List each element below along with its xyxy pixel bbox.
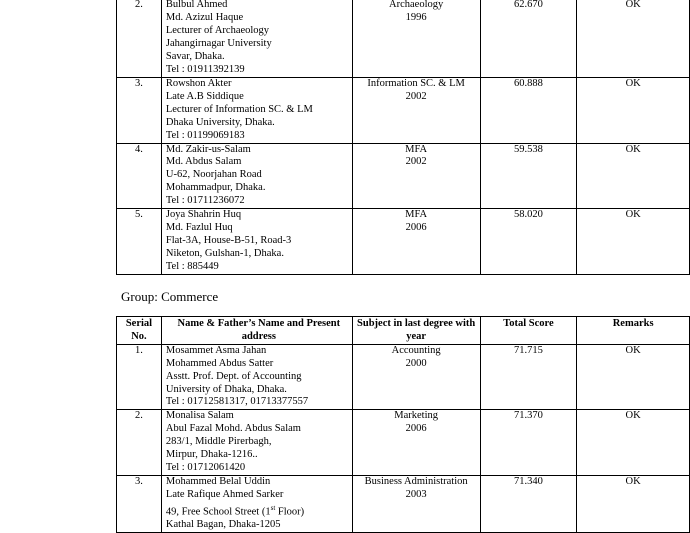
subject-cell: [352, 410, 480, 476]
score-cell: 59.538: [480, 143, 577, 209]
table-row: [117, 209, 690, 275]
name-address-cell: [161, 344, 352, 410]
name-address-line: Md. Abdus Salam: [165, 156, 242, 168]
name-address-line: University of Dhaka, Dhaka.: [165, 383, 287, 395]
serial-cell: [117, 0, 162, 78]
subject-name: Business Administration: [364, 475, 468, 487]
score-cell: 60.888: [480, 78, 577, 144]
header-name: Name & Father’s Name and Present address: [161, 317, 352, 345]
subject-cell: [352, 475, 480, 532]
name-address-cell: [161, 475, 352, 532]
score-cell: 62.670: [480, 0, 577, 78]
name-address-line: Monalisa Salam: [165, 410, 234, 422]
header-score: Total Score: [480, 317, 577, 345]
commerce-table-body: [117, 344, 690, 532]
name-address-cell: [161, 209, 352, 275]
name-address-line: Tel : 01712581317, 01713377557: [165, 396, 309, 408]
serial-number: 3.: [134, 78, 143, 89]
name-address-line: Mirpur, Dhaka-1216..: [165, 449, 258, 461]
name-address-line: Flat-3A, House-B-51, Road-3: [165, 234, 292, 246]
name-address-line: Lecturer of Information SC. & LM: [165, 103, 313, 115]
name-address-line: Late A.B Siddique: [165, 90, 244, 102]
top-table-body: [117, 0, 690, 274]
table-row: [117, 475, 690, 532]
name-address-line: Md. Azizul Haque: [165, 11, 244, 23]
name-address-line: Tel : 01711236072: [165, 195, 245, 207]
name-address-line: Md. Zakir-us-Salam: [165, 143, 251, 155]
remarks-cell: OK: [577, 344, 690, 410]
subject-cell: [352, 209, 480, 275]
subject-cell: [352, 344, 480, 410]
subject-name: Archaeology: [389, 0, 444, 10]
name-address-line: Rowshon Akter: [165, 78, 232, 89]
header-subject: Subject in last degree with year: [352, 317, 480, 345]
serial-cell: [117, 410, 162, 476]
name-address-line: Joya Shahrin Huq: [165, 209, 242, 221]
serial-cell: [117, 209, 162, 275]
serial-number: 5.: [134, 209, 143, 221]
subject-cell: [352, 143, 480, 209]
name-address-line: Niketon, Gulshan-1, Dhaka.: [165, 247, 284, 259]
subject-name: Information SC. & LM: [367, 78, 465, 89]
name-address-line: 283/1, Middle Pirerbagh,: [165, 436, 272, 448]
score-cell: 71.340: [480, 475, 577, 532]
name-address-line: Dhaka University, Dhaka.: [165, 116, 275, 128]
remarks-cell: OK: [577, 475, 690, 532]
name-address-line: Mohammadpur, Dhaka.: [165, 182, 266, 194]
name-address-line: Md. Fazlul Huq: [165, 221, 233, 233]
subject-name: MFA: [405, 209, 428, 221]
name-address-line: Tel : 01911392139: [165, 63, 245, 75]
name-address-line: Mohammed Belal Uddin: [165, 475, 271, 487]
name-address-line: Savar, Dhaka.: [165, 50, 225, 62]
serial-cell: [117, 344, 162, 410]
subject-year: 2006: [405, 221, 427, 233]
subject-year: 2002: [405, 156, 427, 168]
subject-cell: [352, 0, 480, 78]
serial-number: 3.: [135, 475, 143, 487]
name-address-line: Kathal Bagan, Dhaka-1205: [165, 519, 281, 531]
serial-number: 1.: [135, 344, 143, 356]
table-row: [117, 78, 690, 144]
subject-name: MFA: [405, 143, 428, 155]
name-address-line: Asstt. Prof. Dept. of Accounting: [165, 370, 302, 382]
subject-year: 2003: [405, 488, 427, 500]
serial-cell: [117, 143, 162, 209]
table-row: [117, 143, 690, 209]
name-address-line: Bulbul Ahmed: [165, 0, 228, 10]
name-address-line: Abul Fazal Mohd. Abdus Salam: [165, 423, 301, 435]
candidates-table-top: [116, 0, 690, 275]
header-remarks: Remarks: [577, 317, 690, 345]
remarks-cell: OK: [577, 78, 690, 144]
name-address-line: Late Rafique Ahmed Sarker: [165, 488, 284, 500]
remarks-cell: OK: [577, 143, 690, 209]
table-row: [117, 410, 690, 476]
score-cell: 71.370: [480, 410, 577, 476]
name-address-line: Mosammet Asma Jahan: [165, 344, 267, 356]
name-address-line: U-62, Noorjahan Road: [165, 169, 262, 181]
name-address-line: Mohammed Abdus Satter: [165, 357, 274, 369]
serial-number: 4.: [134, 143, 143, 155]
table-row: [117, 344, 690, 410]
subject-year: 2000: [405, 357, 427, 369]
name-address-line: Tel : 885449: [165, 260, 219, 272]
name-address-line: Jahangirnagar University: [165, 37, 272, 49]
serial-cell: [117, 475, 162, 532]
subject-cell: [352, 78, 480, 144]
table-row: [117, 0, 690, 78]
name-address-cell: [161, 0, 352, 78]
subject-name: Accounting: [391, 344, 441, 356]
remarks-cell: OK: [577, 0, 690, 78]
remarks-cell: OK: [577, 209, 690, 275]
score-cell: 71.715: [480, 344, 577, 410]
name-address-cell: [161, 78, 352, 144]
name-address-cell: [161, 410, 352, 476]
remarks-cell: OK: [577, 410, 690, 476]
table-header-row: [117, 317, 690, 345]
serial-number: 2.: [134, 0, 143, 10]
name-address-line: Tel : 01199069183: [165, 129, 245, 141]
group-label: Group: Commerce: [121, 289, 219, 304]
subject-year: 1996: [405, 11, 427, 23]
serial-cell: [117, 78, 162, 144]
score-cell: 58.020: [480, 209, 577, 275]
candidates-table-commerce: [116, 316, 690, 533]
name-address-line: Tel : 01712061420: [165, 461, 246, 473]
subject-year: 2002: [405, 90, 427, 102]
subject-name: Marketing: [394, 410, 439, 422]
name-address-line: 49, Free School Street (1st Floor): [165, 503, 305, 518]
subject-year: 2006: [405, 423, 427, 435]
serial-number: 2.: [135, 410, 143, 422]
name-address-line: Lecturer of Archaeology: [165, 24, 270, 36]
header-serial: Serial No.: [117, 317, 162, 345]
name-address-cell: [161, 143, 352, 209]
